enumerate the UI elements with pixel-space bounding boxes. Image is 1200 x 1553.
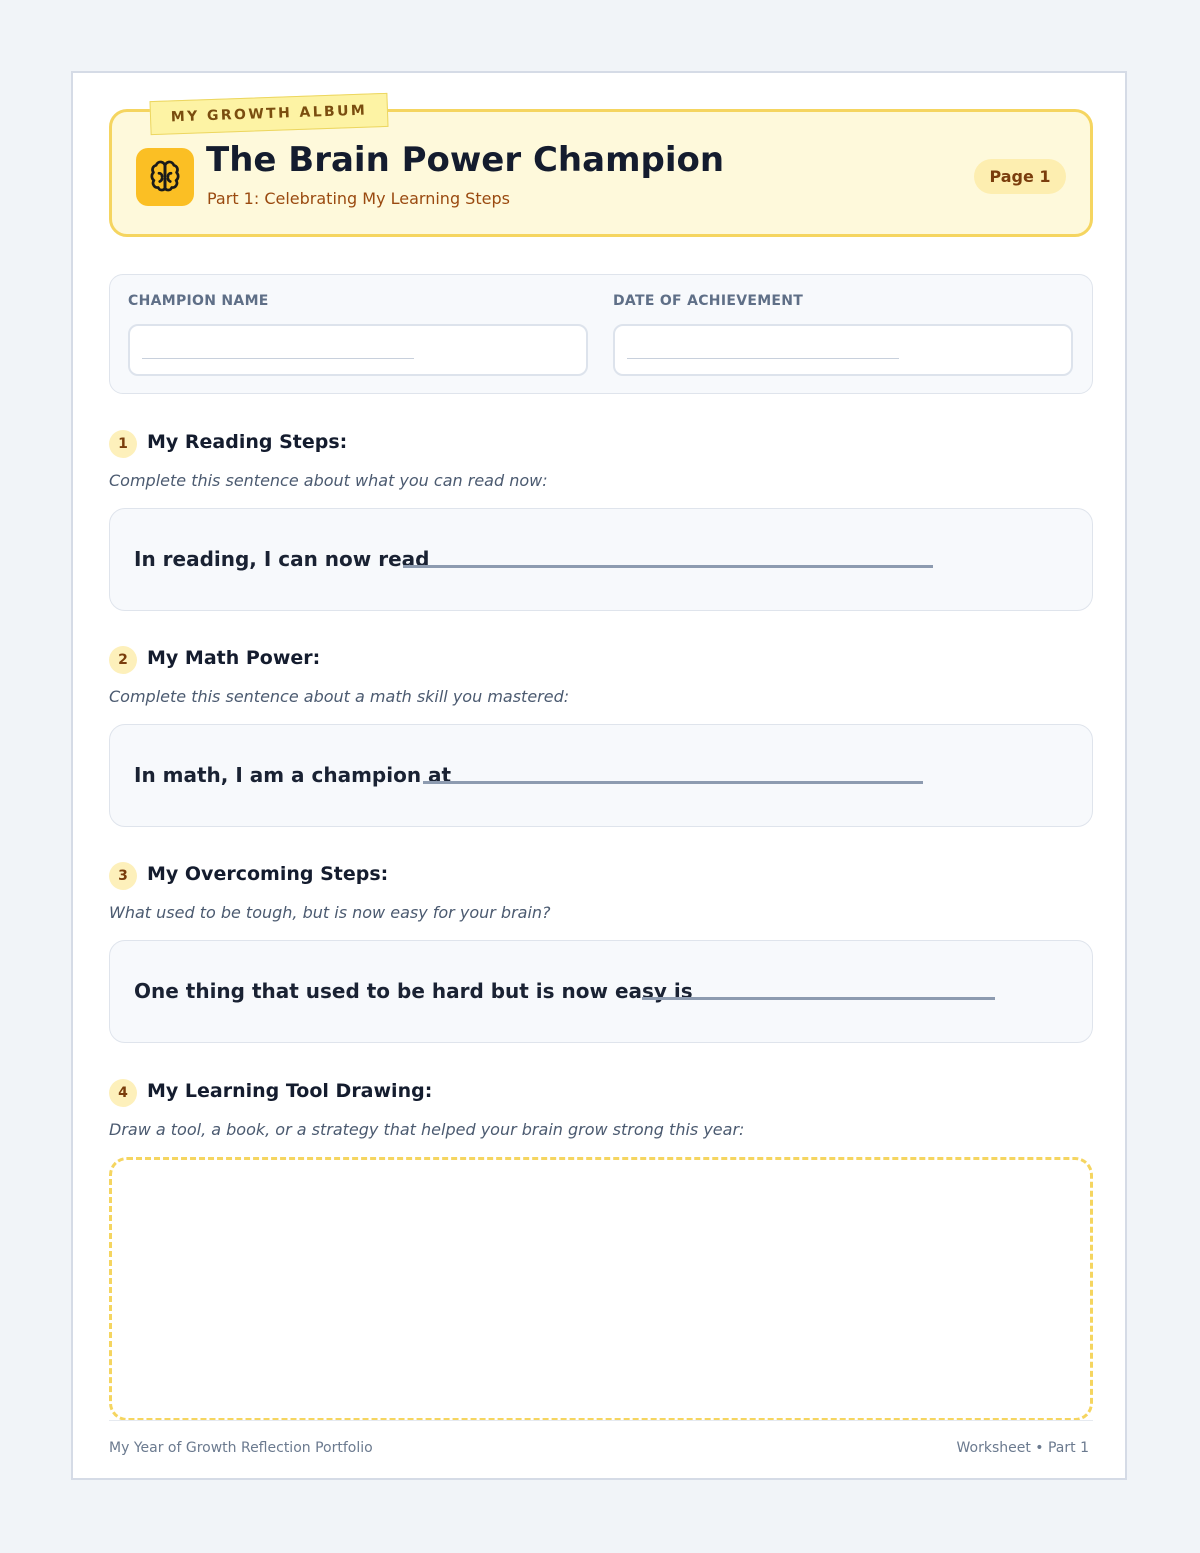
champion-name-label: CHAMPION NAME (128, 293, 269, 309)
section-number: 3 (109, 862, 137, 890)
date-line (627, 358, 899, 359)
reading-answer-line[interactable] (403, 565, 933, 568)
overcoming-prompt: One thing that used to be hard but is now easy is (134, 979, 693, 1003)
growth-album-ribbon: MY GROWTH ALBUM (149, 93, 388, 135)
champion-info-box (109, 274, 1093, 394)
math-answer-line[interactable] (423, 781, 923, 784)
overcoming-answer-box (109, 940, 1093, 1043)
footer-part-label: Worksheet • Part 1 (956, 1440, 1089, 1456)
header-card (109, 102, 1093, 237)
section-description: Complete this sentence about a math skill you mastered: (109, 687, 570, 706)
page-subtitle: Part 1: Celebrating My Learning Steps (207, 189, 510, 208)
drawing-area[interactable] (109, 1157, 1093, 1421)
overcoming-answer-line[interactable] (642, 997, 995, 1000)
date-label: DATE OF ACHIEVEMENT (613, 293, 804, 309)
champion-name-line (142, 358, 414, 359)
reading-answer-box (109, 508, 1093, 611)
reading-prompt: In reading, I can now read (134, 547, 430, 571)
brain-icon-tile (136, 148, 194, 206)
math-prompt: In math, I am a champion at (134, 763, 452, 787)
section-number: 2 (109, 646, 137, 674)
math-answer-box (109, 724, 1093, 827)
section-title-math: My Math Power: (147, 647, 321, 669)
page-title: The Brain Power Champion (206, 140, 725, 180)
section-title-reading: My Reading Steps: (147, 431, 348, 453)
date-field[interactable] (613, 324, 1073, 376)
section-title-overcoming: My Overcoming Steps: (147, 863, 389, 885)
section-number: 4 (109, 1079, 137, 1107)
brain-icon (147, 159, 183, 195)
worksheet-page (71, 71, 1127, 1480)
page-badge: Page 1 (974, 159, 1066, 194)
champion-name-field[interactable] (128, 324, 588, 376)
section-description: What used to be tough, but is now easy for your brain? (109, 903, 551, 922)
footer-portfolio-title: My Year of Growth Reflection Portfolio (109, 1440, 373, 1456)
section-description: Draw a tool, a book, or a strategy that helped your brain grow strong this year: (109, 1120, 745, 1139)
section-description: Complete this sentence about what you can read now: (109, 471, 548, 490)
footer-divider (109, 1420, 1093, 1421)
section-number: 1 (109, 430, 137, 458)
section-title-drawing: My Learning Tool Drawing: (147, 1080, 433, 1102)
